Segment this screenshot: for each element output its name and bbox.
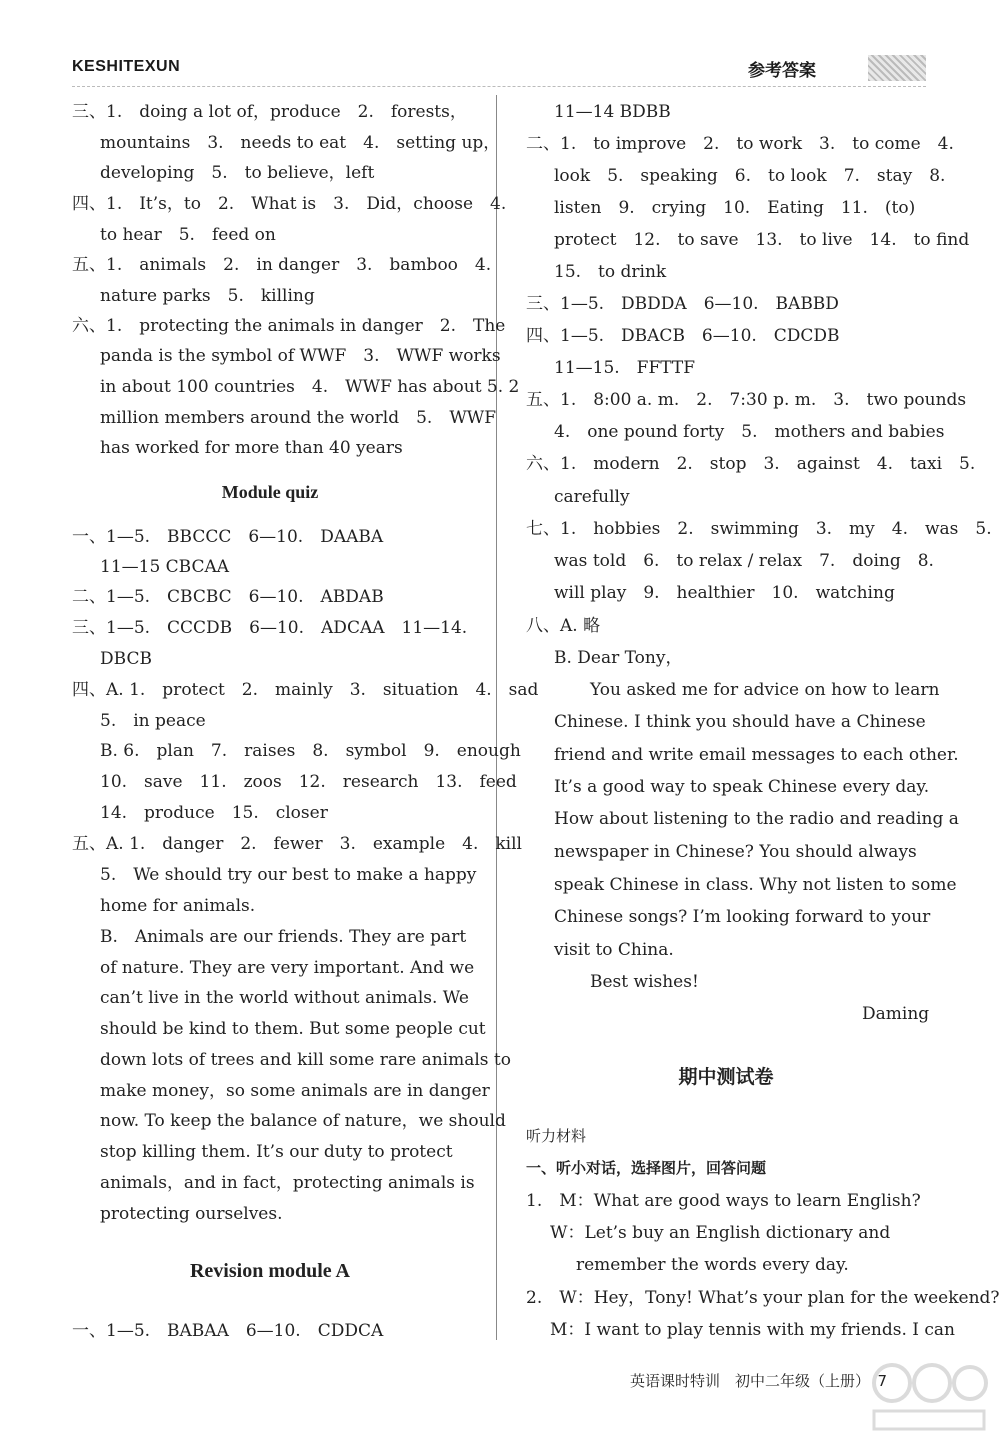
answer-line: 八、A. 略	[526, 616, 601, 636]
answer-line: DBCB	[100, 649, 152, 669]
answer-line: 三、1. doing a lot of，produce 2. forests，	[72, 102, 467, 122]
letter-line: visit to China.	[554, 940, 674, 960]
answer-line: 四、1. It’s，to 2. What is 3. Did，choose 4.	[72, 194, 507, 214]
column-divider	[496, 95, 497, 1340]
answer-line: 10. save 11. zoos 12. research 13. feed	[100, 772, 517, 792]
section-heading-revision-module-a: Revision module A	[189, 1260, 351, 1282]
letter-line: Chinese songs? I’m looking forward to your	[554, 907, 931, 927]
answer-line: to hear 5. feed on	[100, 225, 276, 245]
essay-line: can’t live in the world without animals. We	[100, 988, 469, 1008]
answer-line: 五、1. 8:00 a. m. 2. 7:30 p. m. 3. two pounds	[526, 390, 967, 410]
answer-line: 四、1—5. DBACB 6—10. CDCDB	[526, 326, 840, 346]
answer-line: nature parks 5. killing	[100, 286, 315, 306]
page-footer: 英语课时特训 初中二年级（上册） 7	[630, 1372, 888, 1390]
answer-line: home for animals.	[100, 896, 256, 916]
section-heading-module-quiz: Module quiz	[221, 482, 319, 502]
answer-line: protect 12. to save 13. to live 14. to find	[554, 230, 970, 250]
answer-line: 二、1—5. CBCBC 6—10. ABDAB	[72, 587, 384, 607]
answer-line: will play 9. healthier 10. watching	[554, 583, 895, 603]
header-rule	[72, 86, 926, 87]
listening-part-title: 一、听小对话，选择图片，回答问题	[526, 1159, 767, 1177]
answer-line: 四、A. 1. protect 2. mainly 3. situation 4. sad	[72, 680, 539, 700]
essay-line: make money，so some animals are in danger	[100, 1081, 490, 1101]
letter-line: You asked me for advice on how to learn	[590, 680, 940, 700]
section-heading-midterm-test: 期中测试卷	[678, 1066, 774, 1088]
answer-line: million members around the world 5. WWF	[100, 408, 497, 428]
answer-line: 七、1. hobbies 2. swimming 3. my 4. was 5.	[526, 519, 992, 539]
answer-line: 二、1. to improve 2. to work 3. to come 4.	[526, 134, 954, 154]
answer-line: 三、1—5. DBDDA 6—10. BABBD	[526, 294, 839, 314]
page-header-left: KESHITEXUN	[72, 58, 181, 75]
essay-line: animals，and in fact，protecting animals is	[100, 1173, 475, 1193]
answer-line: was told 6. to relax / relax 7. doing 8.	[554, 551, 934, 571]
watermark-logo-icon	[870, 1355, 988, 1435]
essay-line: now. To keep the balance of nature，we should	[100, 1111, 506, 1131]
answer-line: 五、A. 1. danger 2. fewer 3. example 4. kill	[72, 834, 522, 854]
answer-line: mountains 3. needs to eat 4. setting up，	[100, 133, 501, 153]
letter-signature: Daming	[862, 1004, 930, 1024]
essay-line: B. Animals are our friends. They are part	[100, 927, 467, 947]
answer-line: 一、1—5. BABAA 6—10. CDDCA	[72, 1321, 384, 1341]
answer-line: 15. to drink	[554, 262, 667, 282]
answer-line: 11—15. FFTTF	[554, 358, 696, 378]
letter-line: It’s a good way to speak Chinese every day.	[554, 777, 930, 797]
answer-line: 三、1—5. CCCDB 6—10. ADCAA 11—14.	[72, 618, 468, 638]
answer-line: 六、1. protecting the animals in danger 2. The	[72, 316, 506, 336]
header-decoration	[868, 55, 926, 81]
answer-line: 4. one pound forty 5. mothers and babies	[554, 422, 945, 442]
answer-line: B. 6. plan 7. raises 8. symbol 9. enough	[100, 741, 521, 761]
letter-closing: Best wishes!	[590, 972, 699, 992]
answer-line: listen 9. crying 10. Eating 11. (to)	[554, 198, 916, 218]
letter-line: friend and write email messages to each other.	[554, 745, 959, 765]
letter-line: newspaper in Chinese? You should always	[554, 842, 917, 862]
listening-material-label: 听力材料	[526, 1127, 587, 1145]
answer-line: 11—14 BDBB	[554, 102, 671, 122]
answer-line: carefully	[554, 487, 630, 507]
dialogue-line: remember the words every day.	[576, 1255, 849, 1275]
page-header-right: 参考答案	[748, 61, 816, 81]
essay-line: stop killing them. It’s our duty to protect	[100, 1142, 453, 1162]
essay-line: should be kind to them. But some people cut	[100, 1019, 486, 1039]
dialogue-line: M：I want to play tennis with my friends. I can	[550, 1320, 955, 1340]
answer-line: 一、1—5. BBCCC 6—10. DAABA	[72, 527, 384, 547]
essay-line: down lots of trees and kill some rare animals to	[100, 1050, 511, 1070]
letter-line: speak Chinese in class. Why not listen to some	[554, 875, 957, 895]
answer-line: 五、1. animals 2. in danger 3. bamboo 4.	[72, 255, 492, 275]
answer-line: in about 100 countries 4. WWF has about 5. 2	[100, 377, 520, 397]
letter-salutation: B. Dear Tony，	[554, 648, 683, 668]
essay-line: of nature. They are very important. And we	[100, 958, 475, 978]
answer-line: developing 5. to believe，left	[100, 163, 375, 183]
answer-line: 11—15 CBCAA	[100, 557, 230, 577]
answer-line: 六、1. modern 2. stop 3. against 4. taxi 5.	[526, 454, 976, 474]
answer-line: 5. We should try our best to make a happy	[100, 865, 477, 885]
letter-line: Chinese. I think you should have a Chinese	[554, 712, 926, 732]
answer-line: look 5. speaking 6. to look 7. stay 8.	[554, 166, 946, 186]
dialogue-line: W：Let’s buy an English dictionary and	[550, 1223, 891, 1243]
dialogue-line: 2. W：Hey，Tony! What’s your plan for the weekend?	[526, 1288, 1000, 1308]
essay-line: protecting ourselves.	[100, 1204, 283, 1224]
answer-line: panda is the symbol of WWF 3. WWF works	[100, 346, 501, 366]
dialogue-line: 1. M：What are good ways to learn English?	[526, 1191, 921, 1211]
answer-line: 5. in peace	[100, 711, 206, 731]
answer-line: has worked for more than 40 years	[100, 438, 403, 458]
answer-line: 14. produce 15. closer	[100, 803, 328, 823]
letter-line: How about listening to the radio and reading a	[554, 809, 959, 829]
